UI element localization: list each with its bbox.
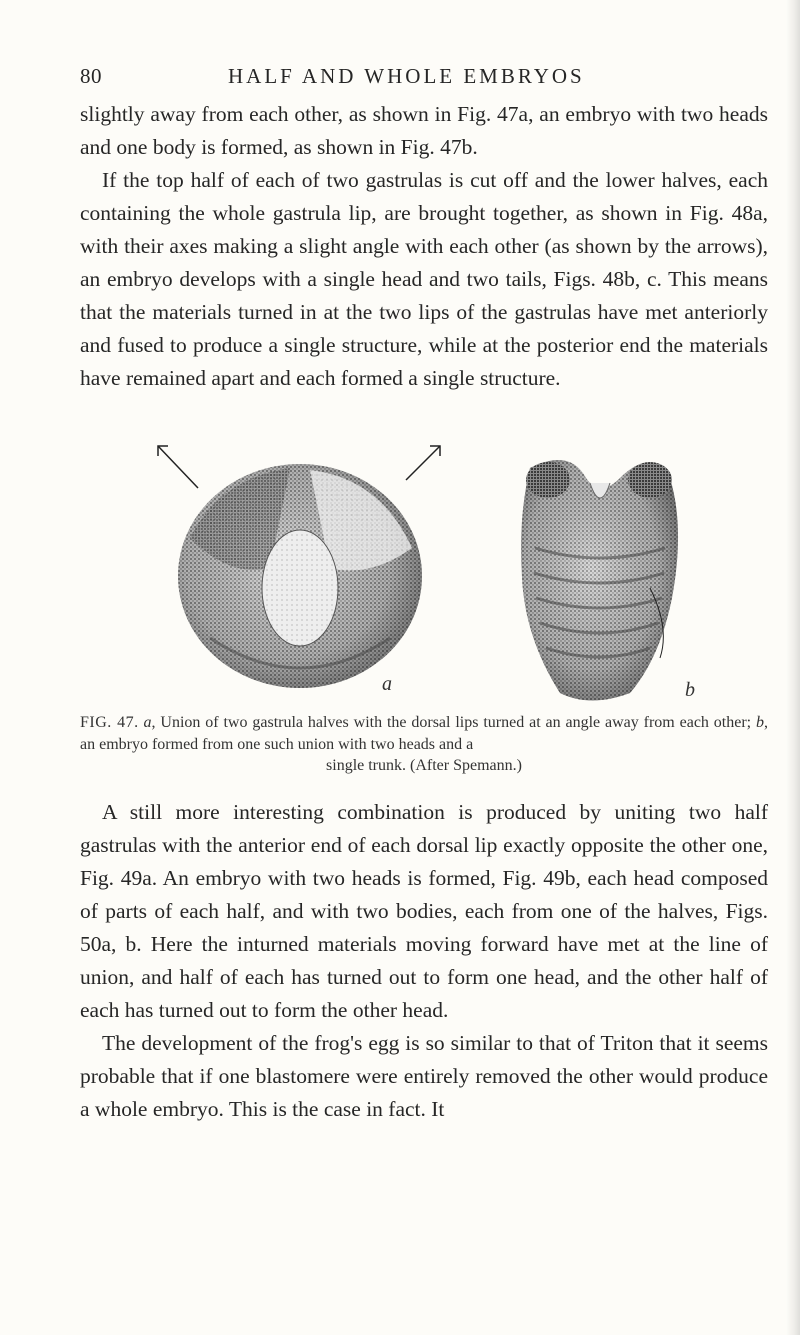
figure-47-illustration [150,438,710,708]
paragraph: If the top half of each of two gastrulas is cut off and the lower halves, each containing the whole gastrula lip, are brought together, as shown in Fig. 48a, with their axes making a slight angle with each other (as shown by the arrows), an embryo develops with a single head and two tails, Figs. 48b, c. This means that the materials turned in at the two lips of the gastrulas have met anteriorly and fused to produce a single structure, while at the posterior end the materials have remained apart and each formed a single structure. [80,168,768,390]
head-right [628,462,672,498]
caption-text-b: , an embryo formed from one such union with two heads and a [80,714,768,753]
running-head [80,64,720,94]
caption-letter-b: b [756,714,764,731]
figure-47b-drawing [521,460,695,701]
caption-last-line: single trunk. (After Spemann.) [326,757,522,774]
head-left [526,462,570,498]
arrow-left-icon [158,446,198,488]
figure-47 [150,438,710,708]
label-b: b [685,679,695,701]
paragraph: The development of the frog's egg is so similar to that of Triton that it seems probable that if one blastomere were entirely removed the other would produce a whole embryo. This is the case in fact. It [80,1031,768,1121]
paragraph: slightly away from each other, as shown in Fig. 47a, an embryo with two heads and one body is formed, as shown in Fig. 47b. [80,102,768,159]
body-text-top [80,98,768,395]
arrow-right-icon [406,446,440,480]
caption-text-a: , Union of two gastrula halves with the dorsal lips turned at an angle away from each other; [151,714,756,731]
figure-47a-drawing [158,446,440,695]
running-title: HALF AND WHOLE EMBRYOS [228,64,585,88]
label-a: a [382,673,392,695]
page-number: 80 [80,64,102,88]
body-text-bottom [80,796,768,1126]
page-edge-shadow [786,0,800,1335]
paragraph: A still more interesting combination is produced by uniting two half gastrulas with the anterior end of each dorsal lip exactly opposite the other one, Fig. 49a. An embryo with two heads is formed, Fig. 49b, each head composed of parts of each half, and with two bodies, each from one of the halves, Figs. 50a, b. Here the inturned materials moving forward have met at the line of union, and half of each has turned out to form one head, and the other half of each has turned out to form the other head. [80,800,768,1022]
caption-letter-a: a [143,714,152,731]
caption-fig-label: FIG. 47. [80,714,139,731]
figure-caption [80,712,768,777]
